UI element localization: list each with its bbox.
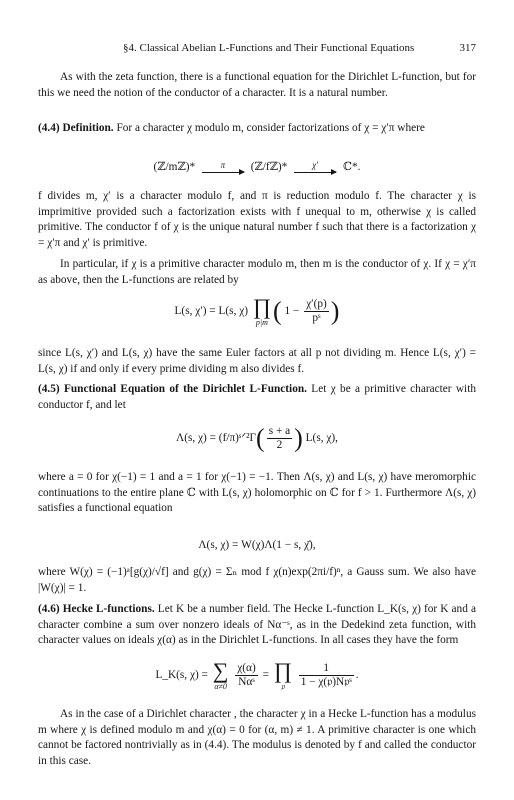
eq1-left: (ℤ/mℤ)*: [153, 161, 196, 173]
sum-symbol: ∑ α≠0: [212, 658, 229, 691]
eq5-lhs: L_K(s, χ) =: [155, 669, 208, 682]
paragraph-hecke-modulus: As in the case of a Dirichlet character , the character χ in a Hecke L-function has a modulus m where χ is defined modulo m and χ(α) = 0 for (α, m) ≠ 1. A primitive character is one which cannot be factored nontrivially as in (4.4). The modulus is denoted by f and called the conductor in this case.: [38, 708, 476, 768]
eq3-numerator: s + a: [268, 425, 291, 437]
definition-heading: (4.4) Definition.: [38, 122, 114, 134]
paragraph-primitive: In particular, if χ is a primitive character modulo m, then m is the conductor of χ. If χ = χ′π as above, then the L-functions are related by: [38, 258, 476, 286]
product-symbol: ∏ p|m: [252, 294, 271, 327]
eq5-denominator-2: 1 − χ(𝔭)N𝔭ˢ: [300, 676, 352, 688]
eq5-fraction-1: [235, 662, 257, 689]
eq3-fraction: [267, 425, 292, 452]
arrow-pi-label: π: [220, 160, 226, 171]
hecke-heading: (4.6) Hecke L-functions.: [38, 603, 155, 615]
running-title: §4. Classical Abelian L-Functions and Their Functional Equations: [123, 42, 415, 54]
arrow-pi: [202, 161, 244, 173]
euler-product-symbol: ∏ 𝔭: [273, 658, 292, 691]
paragraph-conductor: f divides m, χ′ is a character modulo f, and π is reduction modulo f. The character χ is imprimitive provided such a factorization exists with f unequal to m, otherwise χ is called primitive. The conductor f of χ is the unique natural number f such that there is a factorization χ = χ′π and χ′ is primitive.: [38, 190, 476, 250]
paragraph-euler-factors: since L(s, χ′) and L(s, χ) have the same Euler factors at all p not dividing m. Hence L(s, χ′) = L(s, χ) if and only if every prime dividing m also divides f.: [38, 347, 476, 375]
definition-4-4: [38, 121, 476, 137]
eq1-right: ℂ*.: [343, 161, 361, 173]
sum-subscript: α≠0: [214, 682, 227, 691]
arrow-chi-label: χ′: [312, 160, 319, 171]
page-number: 317: [459, 42, 476, 54]
equation-l-relation: L(s, χ′) = L(s, χ) ∏ p|m ( 1 − $\frac{\chi'(p)}{\text{pˢ}}$ ): [174, 294, 340, 327]
eq3-denominator: 2: [276, 439, 283, 451]
arrow-chi-prime: [294, 161, 336, 173]
eq2-lhs: L(s, χ′) = L(s, χ): [174, 305, 248, 318]
paragraph-intro: As with the zeta function, there is a functional equation for the Dirichlet L-function, but for this we need the notion of the conductor of a character. It is a natural number.: [38, 71, 476, 99]
definition-text: For a character χ modulo m, consider factorizations of χ = χ′π where: [113, 122, 425, 134]
running-header: [38, 41, 476, 57]
equation-lambda: Λ(s, χ) = (f/π)ˢᐟ²Γ( $\frac{s + a}{2}$ ) L(s, χ),: [176, 423, 338, 453]
eq5-period: .: [355, 669, 359, 682]
eq1-mid: (ℤ/fℤ)*: [250, 161, 288, 173]
eq2-fraction: [304, 298, 329, 325]
equation-factorization: [38, 160, 476, 176]
eq2-denominator: pˢ: [312, 312, 321, 324]
paragraph-gauss-sum: where W(χ) = (−1)ᵃ[g(χ)/√f] and g(χ) = Σₙ mod f χ(n)exp(2πi/f)ⁿ, a Gauss sum. We also have |W(χ)| = 1.: [38, 566, 476, 594]
theorem-4-5: [38, 382, 476, 413]
eq5-denominator-1: Nαˢ: [238, 676, 255, 688]
equation-functional: Λ(s, χ) = W(χ)Λ(1 − s, χ̄),: [198, 539, 316, 551]
eq5-numerator-2: 1: [299, 662, 354, 676]
euler-product-subscript: 𝔭: [281, 682, 285, 691]
section-4-6: [38, 602, 476, 649]
eq3-rhs: L(s, χ),: [305, 432, 338, 445]
paragraph-continuation: where a = 0 for χ(−1) = 1 and a = 1 for χ(−1) = −1. Then Λ(s, χ) and L(s, χ) have meromorphic continuations to the entire plane ℂ with L(s, χ) holomorphic on ℂ for f > 1. Furthermore Λ(s, χ) satisfies a functional equation: [38, 471, 476, 515]
theorem-heading: (4.5) Functional Equation of the Dirichlet L-Function.: [38, 383, 307, 395]
eq2-one: 1 −: [284, 305, 300, 318]
eq3-lhs: Λ(s, χ) = (f/π)ˢᐟ²Γ: [176, 432, 257, 445]
eq2-numerator: χ′(p): [306, 298, 327, 310]
eq5-numerator-1: χ(α): [237, 662, 256, 674]
hecke-text: Let K be a number field. The Hecke L-function L_K(s, χ) for K and a character combine a sum over nonzero ideals of Nα⁻ˢ, as in the Dedekind zeta function, with character values on ideals χ(α) as in the Dirichlet L-functions. In all cases they have the form: [38, 603, 476, 647]
product-subscript: p|m: [255, 318, 268, 327]
eq5-fraction-2: [299, 662, 354, 689]
equation-hecke: [38, 660, 476, 691]
theorem-text: Let χ be a primitive character with conductor f, and let: [38, 383, 476, 411]
eq5-equals: =: [262, 669, 269, 682]
